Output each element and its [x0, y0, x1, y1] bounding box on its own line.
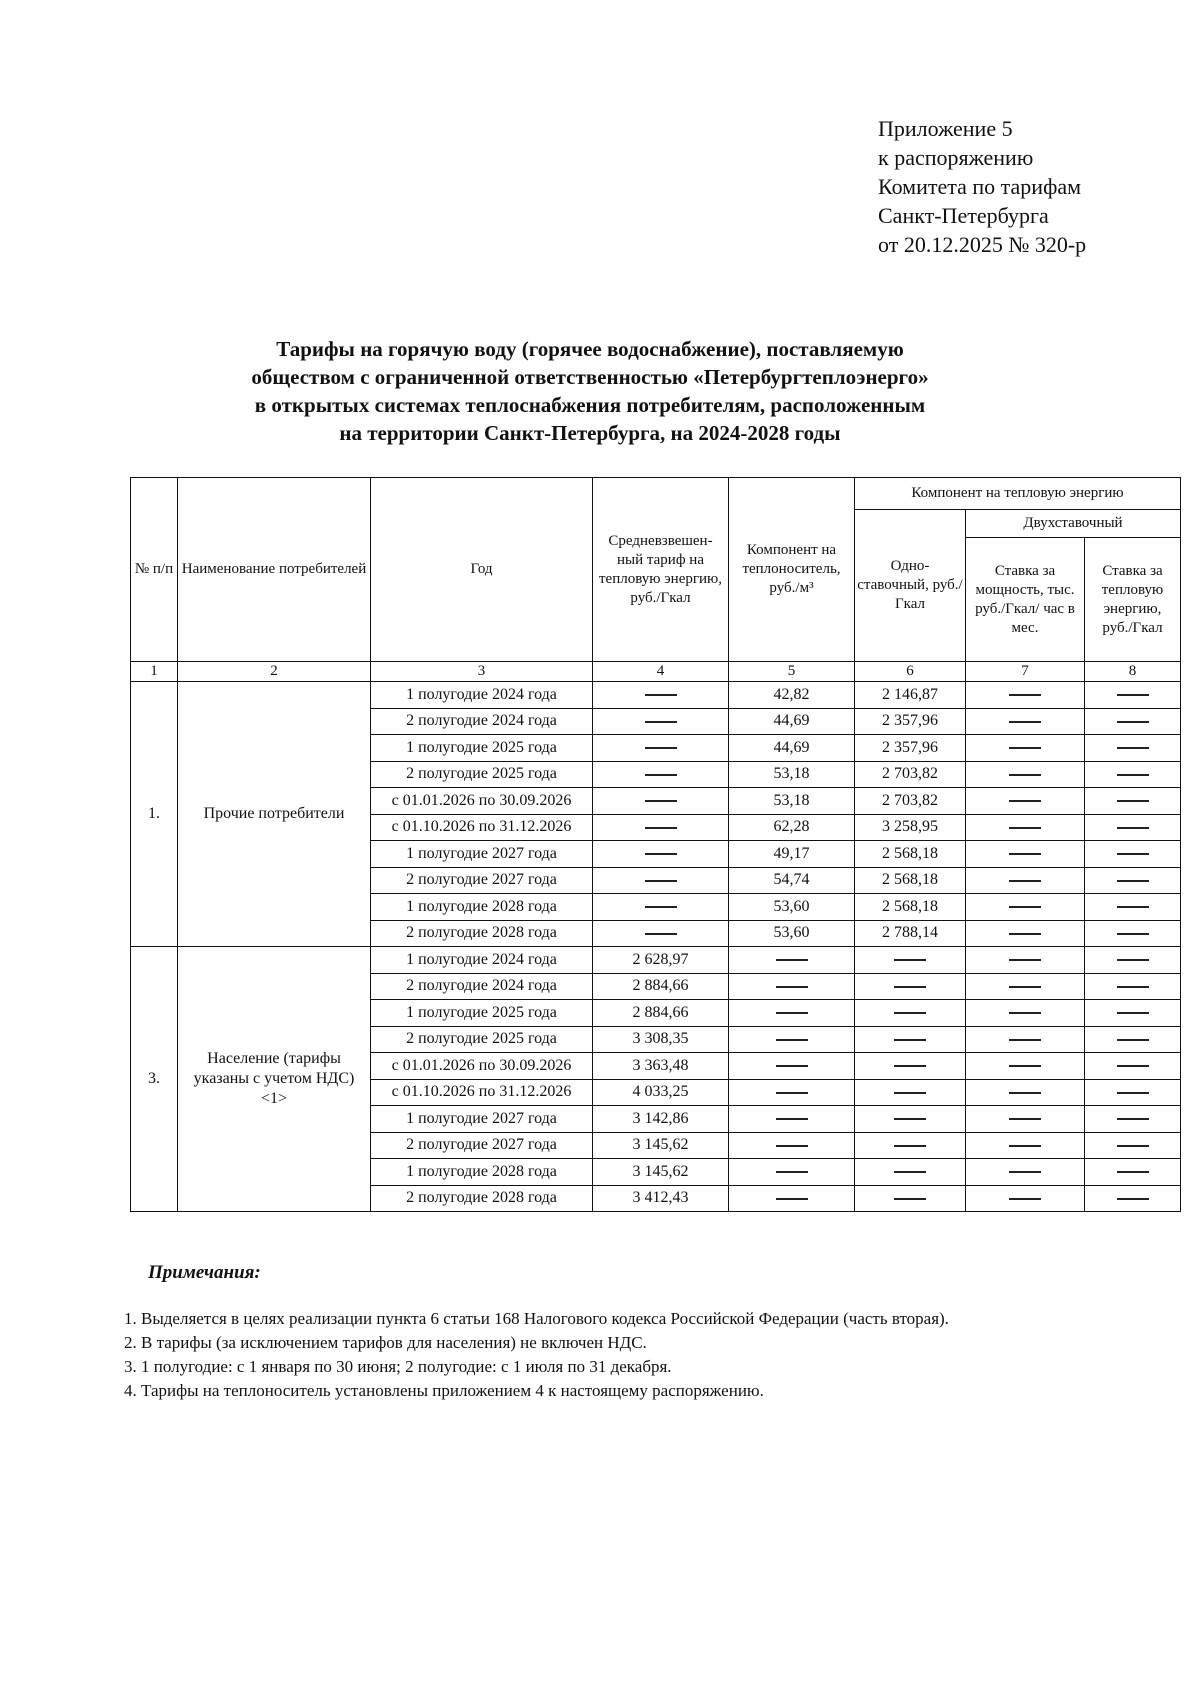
period-cell: 1 полугодие 2024 года: [371, 947, 593, 974]
dash-mark: [1009, 1118, 1041, 1120]
dash-mark: [776, 1039, 808, 1041]
dash-mark: [645, 774, 677, 776]
period-cell: 2 полугодие 2028 года: [371, 1185, 593, 1212]
col-number: 6: [855, 662, 966, 682]
header-two-rate-group: Двухставочный: [966, 510, 1181, 538]
table-row: [131, 682, 1181, 709]
energy-rate-cell: [1085, 814, 1181, 841]
period-cell: с 01.01.2026 по 30.09.2026: [371, 788, 593, 815]
dash-mark: [645, 880, 677, 882]
energy-rate-cell: [1085, 1185, 1181, 1212]
group-number-cell: 1.: [131, 682, 178, 947]
column-number-row: [131, 662, 1181, 682]
dash-mark: [645, 827, 677, 829]
dash-mark: [1009, 853, 1041, 855]
carrier-cell: [729, 1132, 855, 1159]
single-rate-cell: 3 258,95: [855, 814, 966, 841]
dash-mark: [645, 933, 677, 935]
dash-mark: [1117, 747, 1149, 749]
dash-mark: [894, 986, 926, 988]
appendix-line: Комитета по тарифам: [878, 174, 1082, 199]
appendix-line: от 20.12.2025 № 320-р: [878, 232, 1087, 257]
dash-mark: [776, 1198, 808, 1200]
capacity-rate-cell: [966, 1132, 1085, 1159]
dash-mark: [645, 694, 677, 696]
carrier-cell: [729, 1053, 855, 1080]
capacity-rate-cell: [966, 1159, 1085, 1186]
table-body: [131, 682, 1181, 1212]
single-rate-cell: [855, 1000, 966, 1027]
single-rate-cell: [855, 973, 966, 1000]
dash-mark: [1117, 880, 1149, 882]
dash-mark: [645, 721, 677, 723]
group-number-cell: 3.: [131, 947, 178, 1212]
single-rate-cell: 2 568,18: [855, 894, 966, 921]
energy-rate-cell: [1085, 1106, 1181, 1133]
col-number: 1: [131, 662, 178, 682]
carrier-cell: [729, 947, 855, 974]
single-rate-cell: [855, 1106, 966, 1133]
energy-rate-cell: [1085, 1079, 1181, 1106]
dash-mark: [1117, 827, 1149, 829]
period-cell: 1 полугодие 2025 года: [371, 735, 593, 762]
energy-rate-cell: [1085, 735, 1181, 762]
single-rate-cell: [855, 1053, 966, 1080]
dash-mark: [776, 986, 808, 988]
col-number: 2: [178, 662, 371, 682]
dash-mark: [1117, 853, 1149, 855]
appendix-line: Приложение 5: [878, 116, 1013, 141]
carrier-cell: [729, 973, 855, 1000]
avg-tariff-cell: 3 145,62: [593, 1132, 729, 1159]
dash-mark: [894, 1092, 926, 1094]
carrier-cell: 42,82: [729, 682, 855, 709]
dash-mark: [645, 853, 677, 855]
dash-mark: [1009, 1198, 1041, 1200]
capacity-rate-cell: [966, 920, 1085, 947]
avg-tariff-cell: [593, 841, 729, 868]
capacity-rate-cell: [966, 1026, 1085, 1053]
avg-tariff-cell: [593, 867, 729, 894]
capacity-rate-cell: [966, 788, 1085, 815]
dash-mark: [1117, 1198, 1149, 1200]
col-number: 8: [1085, 662, 1181, 682]
dash-mark: [1117, 1012, 1149, 1014]
dash-mark: [1117, 959, 1149, 961]
consumer-name-cell: Прочие потребители: [178, 682, 371, 947]
dash-mark: [1009, 1012, 1041, 1014]
dash-mark: [1009, 827, 1041, 829]
capacity-rate-cell: [966, 814, 1085, 841]
energy-rate-cell: [1085, 867, 1181, 894]
note-item: 2. В тарифы (за исключением тарифов для населения) не включен НДС.: [124, 1333, 647, 1352]
dash-mark: [645, 906, 677, 908]
dash-mark: [1009, 959, 1041, 961]
period-cell: 1 полугодие 2028 года: [371, 894, 593, 921]
single-rate-cell: [855, 1079, 966, 1106]
energy-rate-cell: [1085, 1053, 1181, 1080]
dash-mark: [776, 1145, 808, 1147]
single-rate-cell: 2 357,96: [855, 735, 966, 762]
avg-tariff-cell: [593, 682, 729, 709]
carrier-cell: 53,60: [729, 894, 855, 921]
dash-mark: [776, 1118, 808, 1120]
avg-tariff-cell: 2 884,66: [593, 973, 729, 1000]
energy-rate-cell: [1085, 708, 1181, 735]
capacity-rate-cell: [966, 1000, 1085, 1027]
capacity-rate-cell: [966, 735, 1085, 762]
dash-mark: [894, 1039, 926, 1041]
avg-tariff-cell: [593, 708, 729, 735]
avg-tariff-cell: [593, 735, 729, 762]
dash-mark: [1117, 694, 1149, 696]
avg-tariff-cell: 3 308,35: [593, 1026, 729, 1053]
period-cell: с 01.01.2026 по 30.09.2026: [371, 1053, 593, 1080]
dash-mark: [1009, 747, 1041, 749]
energy-rate-cell: [1085, 682, 1181, 709]
period-cell: с 01.10.2026 по 31.12.2026: [371, 814, 593, 841]
carrier-cell: 54,74: [729, 867, 855, 894]
period-cell: 1 полугодие 2027 года: [371, 841, 593, 868]
single-rate-cell: 2 788,14: [855, 920, 966, 947]
carrier-cell: 62,28: [729, 814, 855, 841]
carrier-cell: [729, 1079, 855, 1106]
dash-mark: [894, 1198, 926, 1200]
note-item: 4. Тарифы на теплоноситель установлены приложением 4 к настоящему распоряжению.: [124, 1381, 764, 1400]
avg-tariff-cell: 4 033,25: [593, 1079, 729, 1106]
carrier-cell: 44,69: [729, 708, 855, 735]
dash-mark: [776, 1171, 808, 1173]
dash-mark: [1117, 1145, 1149, 1147]
single-rate-cell: [855, 1185, 966, 1212]
single-rate-cell: 2 357,96: [855, 708, 966, 735]
period-cell: 2 полугодие 2027 года: [371, 867, 593, 894]
single-rate-cell: 2 146,87: [855, 682, 966, 709]
dash-mark: [645, 747, 677, 749]
energy-rate-cell: [1085, 1000, 1181, 1027]
energy-rate-cell: [1085, 1132, 1181, 1159]
dash-mark: [776, 1092, 808, 1094]
dash-mark: [1117, 721, 1149, 723]
capacity-rate-cell: [966, 973, 1085, 1000]
period-cell: 2 полугодие 2025 года: [371, 1026, 593, 1053]
period-cell: 2 полугодие 2024 года: [371, 708, 593, 735]
col-number: 5: [729, 662, 855, 682]
dash-mark: [894, 1118, 926, 1120]
single-rate-cell: 2 703,82: [855, 761, 966, 788]
energy-rate-cell: [1085, 761, 1181, 788]
capacity-rate-cell: [966, 1106, 1085, 1133]
dash-mark: [1009, 1039, 1041, 1041]
dash-mark: [1009, 1092, 1041, 1094]
capacity-rate-cell: [966, 947, 1085, 974]
dash-mark: [1009, 1065, 1041, 1067]
title-line: Тарифы на горячую воду (горячее водоснабжение), поставляемую: [276, 337, 904, 361]
capacity-rate-cell: [966, 708, 1085, 735]
carrier-cell: 53,18: [729, 788, 855, 815]
capacity-rate-cell: [966, 841, 1085, 868]
dash-mark: [1009, 721, 1041, 723]
capacity-rate-cell: [966, 1053, 1085, 1080]
period-cell: 1 полугодие 2028 года: [371, 1159, 593, 1186]
energy-rate-cell: [1085, 1159, 1181, 1186]
single-rate-cell: 2 568,18: [855, 841, 966, 868]
dash-mark: [1117, 986, 1149, 988]
avg-tariff-cell: 3 363,48: [593, 1053, 729, 1080]
energy-rate-cell: [1085, 973, 1181, 1000]
carrier-cell: [729, 1026, 855, 1053]
dash-mark: [894, 1171, 926, 1173]
dash-mark: [1117, 906, 1149, 908]
dash-mark: [1117, 1092, 1149, 1094]
capacity-rate-cell: [966, 894, 1085, 921]
energy-rate-cell: [1085, 1026, 1181, 1053]
dash-mark: [1117, 933, 1149, 935]
header-thermal-group: Компонент на тепловую энергию: [855, 478, 1181, 510]
header-single-rate: Одно- ставочный, руб./Гкал: [855, 510, 966, 662]
carrier-cell: 53,18: [729, 761, 855, 788]
avg-tariff-cell: 3 145,62: [593, 1159, 729, 1186]
avg-tariff-cell: [593, 814, 729, 841]
dash-mark: [1009, 800, 1041, 802]
carrier-cell: 44,69: [729, 735, 855, 762]
avg-tariff-cell: [593, 920, 729, 947]
dash-mark: [1009, 694, 1041, 696]
dash-mark: [776, 1065, 808, 1067]
period-cell: 2 полугодие 2027 года: [371, 1132, 593, 1159]
period-cell: 1 полугодие 2025 года: [371, 1000, 593, 1027]
dash-mark: [1009, 880, 1041, 882]
carrier-cell: [729, 1106, 855, 1133]
avg-tariff-cell: 2 628,97: [593, 947, 729, 974]
single-rate-cell: 2 568,18: [855, 867, 966, 894]
dash-mark: [1117, 1118, 1149, 1120]
avg-tariff-cell: [593, 788, 729, 815]
tariff-table: [130, 477, 1181, 1212]
capacity-rate-cell: [966, 1185, 1085, 1212]
consumer-name-cell: Население (тарифы указаны с учетом НДС) <1>: [178, 947, 371, 1212]
carrier-cell: [729, 1185, 855, 1212]
title-line: на территории Санкт-Петербурга, на 2024-2028 годы: [339, 421, 841, 445]
dash-mark: [1009, 1171, 1041, 1173]
header-avg-tariff: Средневзвешен- ный тариф на тепловую энергию, руб./Гкал: [593, 478, 729, 662]
appendix-line: Санкт-Петербурга: [878, 203, 1049, 228]
dash-mark: [776, 959, 808, 961]
single-rate-cell: [855, 1132, 966, 1159]
carrier-cell: [729, 1000, 855, 1027]
energy-rate-cell: [1085, 920, 1181, 947]
header-carrier: Компонент на теплоноситель, руб./м³: [729, 478, 855, 662]
header-name: Наименование потребителей: [178, 478, 371, 662]
header-num: № п/п: [131, 478, 178, 662]
dash-mark: [776, 1012, 808, 1014]
single-rate-cell: [855, 947, 966, 974]
col-number: 7: [966, 662, 1085, 682]
dash-mark: [1117, 1039, 1149, 1041]
period-cell: 1 полугодие 2027 года: [371, 1106, 593, 1133]
notes-title: Примечания:: [148, 1262, 261, 1283]
period-cell: с 01.10.2026 по 31.12.2026: [371, 1079, 593, 1106]
energy-rate-cell: [1085, 841, 1181, 868]
dash-mark: [894, 1012, 926, 1014]
single-rate-cell: [855, 1026, 966, 1053]
title-line: обществом с ограниченной ответственностью «Петербургтеплоэнерго»: [251, 365, 929, 389]
capacity-rate-cell: [966, 682, 1085, 709]
table-row: [131, 947, 1181, 974]
period-cell: 1 полугодие 2024 года: [371, 682, 593, 709]
carrier-cell: 49,17: [729, 841, 855, 868]
single-rate-cell: [855, 1159, 966, 1186]
title-line: в открытых системах теплоснабжения потребителям, расположенным: [254, 393, 926, 417]
dash-mark: [1009, 774, 1041, 776]
single-rate-cell: 2 703,82: [855, 788, 966, 815]
capacity-rate-cell: [966, 1079, 1085, 1106]
avg-tariff-cell: 3 412,43: [593, 1185, 729, 1212]
avg-tariff-cell: 3 142,86: [593, 1106, 729, 1133]
dash-mark: [1117, 774, 1149, 776]
dash-mark: [894, 1145, 926, 1147]
dash-mark: [1009, 1145, 1041, 1147]
dash-mark: [894, 959, 926, 961]
energy-rate-cell: [1085, 894, 1181, 921]
header-energy-rate: Ставка за тепловую энергию, руб./Гкал: [1085, 538, 1181, 662]
dash-mark: [1009, 906, 1041, 908]
avg-tariff-cell: 2 884,66: [593, 1000, 729, 1027]
energy-rate-cell: [1085, 788, 1181, 815]
appendix-block: [878, 114, 1086, 259]
note-item: 3. 1 полугодие: с 1 января по 30 июня; 2 полугодие: с 1 июля по 31 декабря.: [124, 1357, 672, 1376]
capacity-rate-cell: [966, 867, 1085, 894]
notes-list: [124, 1307, 949, 1403]
dash-mark: [1009, 986, 1041, 988]
note-item: 1. Выделяется в целях реализации пункта 6 статьи 168 Налогового кодекса Российской Федерации (часть вторая).: [124, 1309, 949, 1328]
document-title: [130, 335, 1050, 447]
carrier-cell: [729, 1159, 855, 1186]
energy-rate-cell: [1085, 947, 1181, 974]
period-cell: 2 полугодие 2028 года: [371, 920, 593, 947]
dash-mark: [645, 800, 677, 802]
period-cell: 2 полугодие 2025 года: [371, 761, 593, 788]
dash-mark: [1117, 800, 1149, 802]
dash-mark: [1117, 1065, 1149, 1067]
dash-mark: [1009, 933, 1041, 935]
avg-tariff-cell: [593, 894, 729, 921]
header-year: Год: [371, 478, 593, 662]
carrier-cell: 53,60: [729, 920, 855, 947]
period-cell: 2 полугодие 2024 года: [371, 973, 593, 1000]
col-number: 3: [371, 662, 593, 682]
appendix-line: к распоряжению: [878, 145, 1034, 170]
dash-mark: [1117, 1171, 1149, 1173]
avg-tariff-cell: [593, 761, 729, 788]
dash-mark: [894, 1065, 926, 1067]
capacity-rate-cell: [966, 761, 1085, 788]
header-capacity-rate: Ставка за мощность, тыс. руб./Гкал/ час в мес.: [966, 538, 1085, 662]
col-number: 4: [593, 662, 729, 682]
